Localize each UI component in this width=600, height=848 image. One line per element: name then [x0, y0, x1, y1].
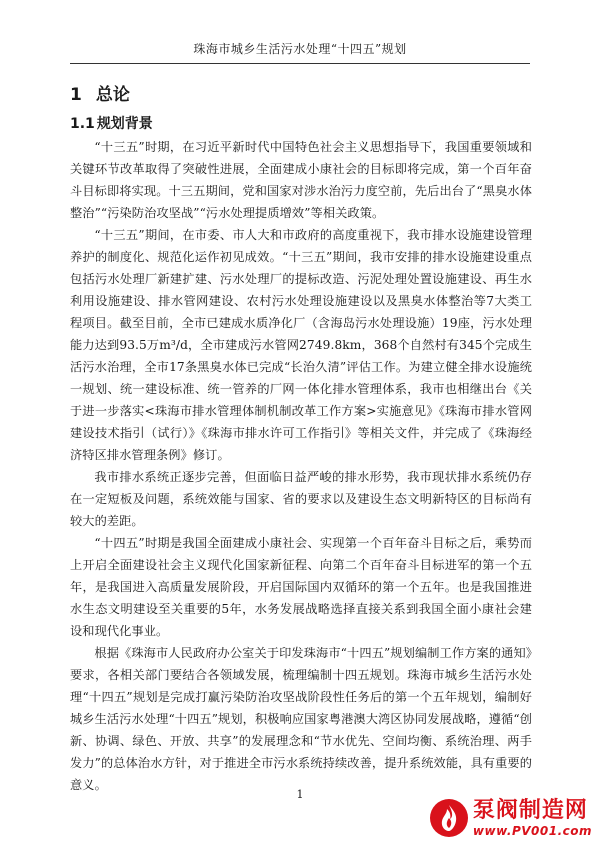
body-text	[70, 136, 532, 796]
paragraph: “十三五”期间，在市委、市人大和市政府的高度重视下，我市排水设施建设管理养护的制度化、规范化运作初见成效。“十三五”期间，我市安排的排水设施建设重点包括污水处理厂新建扩建、污水处理厂的提标改造、污泥处理处置设施建设、再生水利用设施建设、排水管网建设、农村污水处理设施建设以及黑臭水体整治等7大类工程项目。截至目前，全市已建成水质净化厂（含海岛污水处理设施）19座，污水处理能力达到93.5万m³/d，全市建成污水管网2749.8km，368个自然村有345个完成生活污水治理，全市17条黑臭水体已完成“长治久清”评估工作。为建立健全排水设施统一规划、统一建设标准、统一管养的厂网一体化排水管理体系，我市也相继出台《关于进一步落实<珠海市排水管理体制机制改革工作方案>实施意见》《珠海市排水管网建设技术指引（试行）》《珠海市排水许可工作指引》等相关文件，并完成了《珠海经济特区排水管理条例》修订。	[70, 228, 532, 462]
chapter-title: 总论	[95, 85, 130, 105]
watermark-brand: 泵阀制造网	[472, 798, 588, 823]
flame-logo-icon	[429, 798, 469, 838]
page-header-title: 珠海市城乡生活污水处理“十四五”规划	[193, 42, 407, 56]
watermark-url: www.PV001.com	[472, 824, 592, 838]
section-heading	[70, 113, 153, 133]
chapter-heading	[70, 80, 130, 105]
page-number: 1	[296, 788, 304, 801]
section-title: 规划背景	[96, 116, 153, 132]
paragraph: 根据《珠海市人民政府办公室关于印发珠海市“十四五”规划编制工作方案的通知》要求，各相关部门要结合各领域发展，梳理编制十四五规划。珠海市城乡生活污水处理“十四五”规划是完成打赢污染防治攻坚战阶段性任务后的第一个五年规划，编制好城乡生活污水处理“十四五”规划，积极响应国家粤港澳大湾区协同发展战略，遵循“创新、协调、绿色、开放、共享”的发展理念和“节水优先、空间均衡、系统治理、两手发力”的总体治水方针，对于推进全市污水系统持续改善，提升系统效能，具有重要的意义。	[70, 646, 532, 792]
section-number: 1.1	[70, 116, 95, 132]
watermark	[429, 798, 592, 838]
paragraph: “十三五”时期，在习近平新时代中国特色社会主义思想指导下，我国重要领域和关键环节改革取得了突破性进展，全面建成小康社会的目标即将完成，第一个百年奋斗目标即将实现。十三五期间，党和国家对涉水治污力度空前，先后出台了“黑臭水体整治”“污染防治攻坚战”“污水处理提质增效”等相关政策。	[70, 140, 532, 220]
chapter-number: 1	[70, 85, 82, 105]
paragraph: “十四五”时期是我国全面建成小康社会、实现第一个百年奋斗目标之后，乘势而上开启全面建设社会主义现代化国家新征程、向第二个百年奋斗目标进军的第一个五年，是我国进入高质量发展阶段，开启国际国内双循环的第一个五年。也是我国推进水生态文明建设至关重要的5年，水务发展战略选择直接关系到我国全面小康社会建设和现代化事业。	[70, 536, 532, 638]
page-header	[70, 40, 530, 64]
paragraph: 我市排水系统正逐步完善，但面临日益严峻的排水形势，我市现状排水系统仍存在一定短板及问题，系统效能与国家、省的要求以及建设生态文明新特区的目标尚有较大的差距。	[70, 470, 532, 528]
